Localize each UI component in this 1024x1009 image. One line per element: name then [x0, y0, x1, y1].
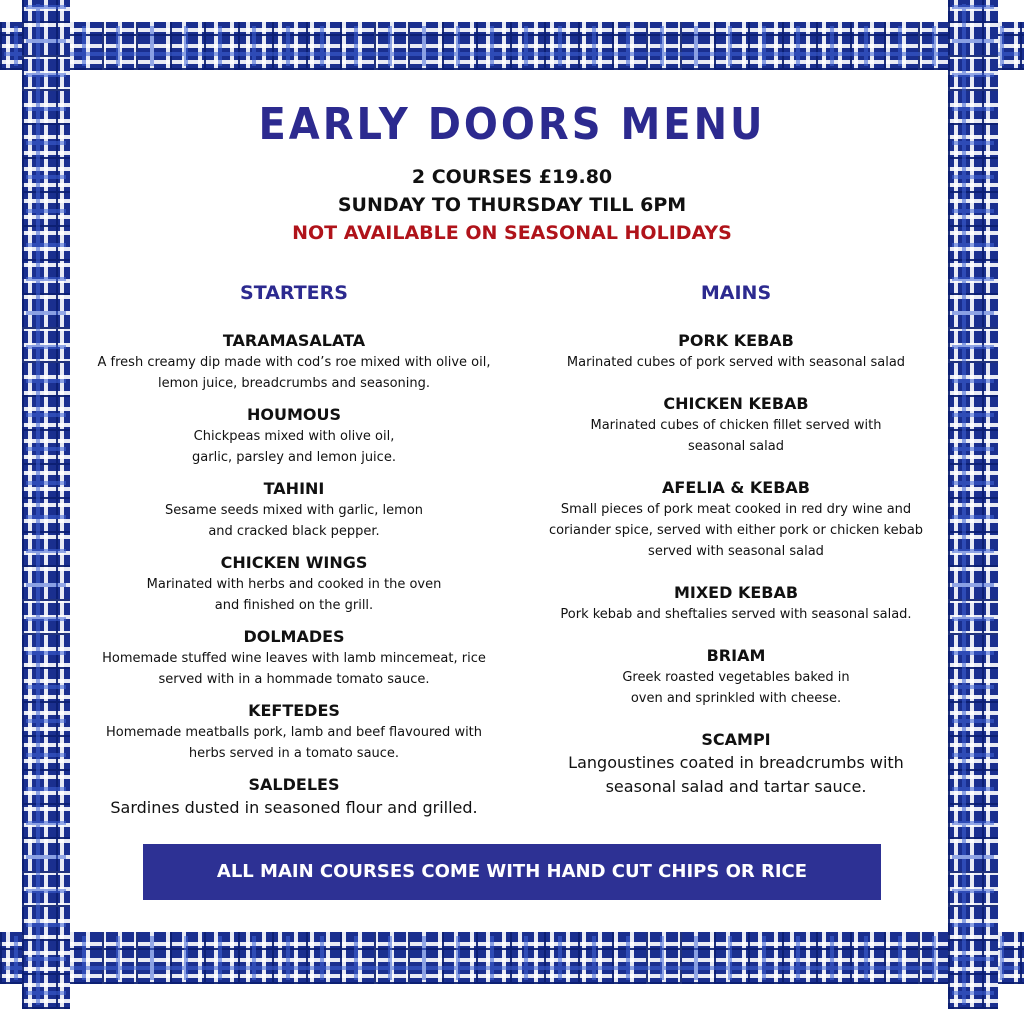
menu-item	[84, 700, 504, 764]
item-name: BRIAM	[706, 646, 766, 665]
mains-column	[526, 282, 946, 819]
menu-item	[84, 626, 504, 690]
item-name: CHICKEN KEBAB	[663, 394, 809, 413]
item-name: SALDELES	[248, 775, 340, 794]
item-name: CHICKEN WINGS	[220, 553, 368, 572]
menu-item	[526, 477, 946, 562]
starters-column	[84, 282, 504, 830]
item-desc: Homemade stuffed wine leaves with lamb mincemeat, rice served with in a hommade tomato sauce.	[102, 651, 486, 687]
menu-item	[526, 393, 946, 457]
greek-key-border-top	[0, 22, 1024, 70]
menu-item	[84, 404, 504, 468]
menu-item	[84, 774, 504, 820]
greek-key-border-right	[948, 0, 998, 1009]
item-name: SCAMPI	[701, 730, 771, 749]
chips-or-rice-banner: ALL MAIN COURSES COME WITH HAND CUT CHIPS OR RICE	[143, 844, 881, 900]
starters-heading: STARTERS	[240, 282, 348, 304]
mains-heading: MAINS	[700, 282, 772, 304]
item-name: PORK KEBAB	[678, 331, 794, 350]
menu-title: EARLY DOORS MENU	[258, 100, 766, 150]
item-desc: Homemade meatballs pork, lamb and beef flavoured with herbs served in a tomato sauce.	[105, 725, 483, 761]
greek-key-border-left	[22, 0, 70, 1009]
item-desc: A fresh creamy dip made with cod’s roe mixed with olive oil, lemon juice, breadcrumbs and seasoning.	[97, 355, 491, 391]
item-name: KEFTEDES	[248, 701, 340, 720]
item-desc: Marinated with herbs and cooked in the oven and finished on the grill.	[146, 577, 442, 613]
item-desc: Small pieces of pork meat cooked in red dry wine and coriander spice, served with either pork or chicken kebab served with seasonal salad	[548, 502, 924, 559]
item-desc: Chickpeas mixed with olive oil, garlic, parsley and lemon juice.	[192, 429, 396, 465]
menu-item	[526, 330, 946, 373]
item-name: TARAMASALATA	[222, 331, 366, 350]
item-desc: Sardines dusted in seasoned flour and grilled.	[110, 798, 478, 817]
item-desc: Marinated cubes of chicken fillet served with seasonal salad	[590, 418, 882, 454]
menu-item	[84, 478, 504, 542]
item-name: TAHINI	[263, 479, 325, 498]
menu-item	[84, 552, 504, 616]
menu-item	[526, 582, 946, 625]
item-desc: Langoustines coated in breadcrumbs with seasonal salad and tartar sauce.	[568, 753, 904, 796]
menu-item	[84, 330, 504, 394]
menu-notice: NOT AVAILABLE ON SEASONAL HOLIDAYS	[292, 222, 732, 244]
item-name: HOUMOUS	[246, 405, 342, 424]
item-desc: Marinated cubes of pork served with seasonal salad	[566, 355, 906, 370]
item-name: DOLMADES	[243, 627, 345, 646]
menu-item	[526, 645, 946, 709]
menu-item	[526, 729, 946, 799]
item-name: MIXED KEBAB	[673, 583, 799, 602]
menu-days: SUNDAY TO THURSDAY TILL 6PM	[337, 194, 687, 216]
item-desc: Pork kebab and sheftalies served with seasonal salad.	[560, 607, 912, 622]
item-desc: Greek roasted vegetables baked in oven and sprinkled with cheese.	[622, 670, 850, 706]
menu-content	[96, 96, 928, 914]
item-desc: Sesame seeds mixed with garlic, lemon and cracked black pepper.	[164, 503, 424, 539]
menu-price: 2 COURSES £19.80	[411, 166, 613, 188]
item-name: AFELIA & KEBAB	[662, 478, 810, 497]
greek-key-border-bottom	[0, 932, 1024, 984]
